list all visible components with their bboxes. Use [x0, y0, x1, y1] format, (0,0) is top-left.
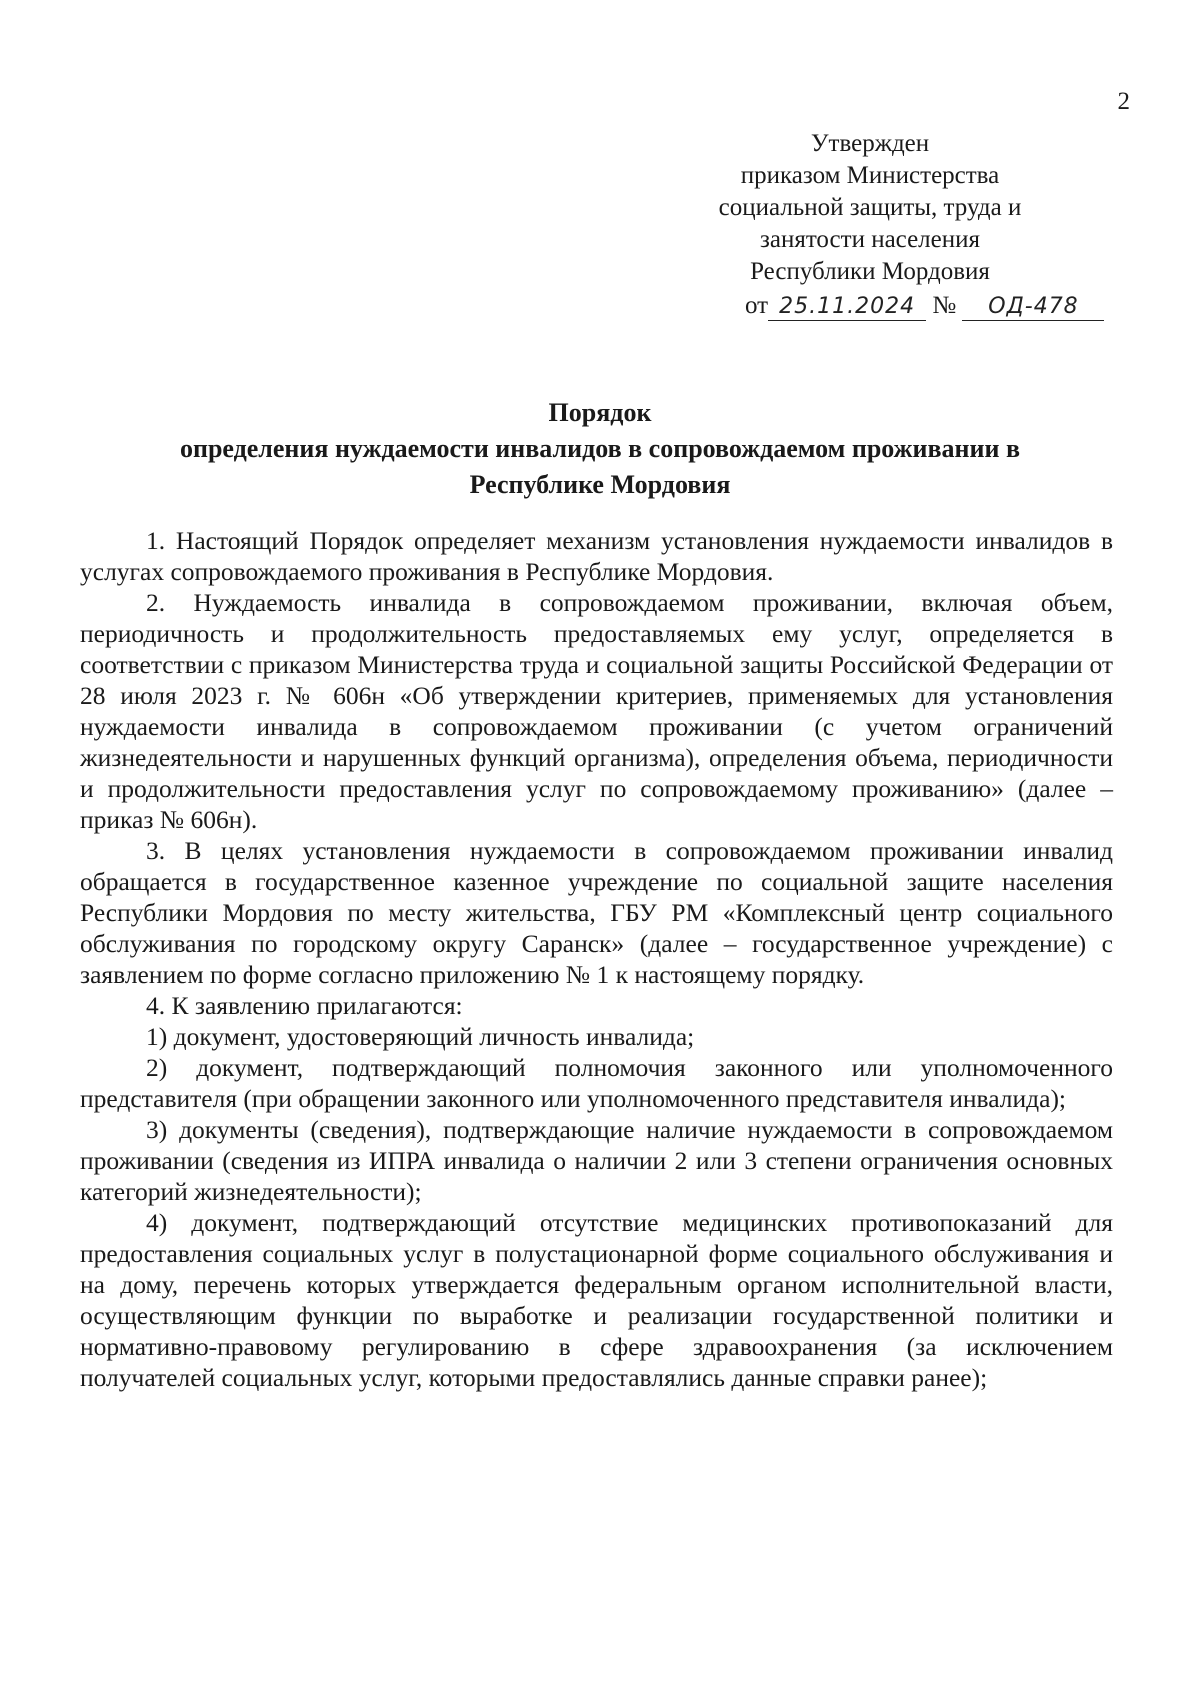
paragraph: 3) документы (сведения), подтверждающие наличие нуждаемости в сопровождаемом проживании (сведения из ИПРА инвалида о наличии 2 или 3 степени ограничения основных категорий жизнедеятельности);: [80, 1115, 1113, 1206]
paragraph: 4. К заявлению прилагаются:: [146, 991, 463, 1020]
approval-date-line: [745, 290, 1125, 322]
title-line: Порядок: [548, 398, 652, 427]
approval-line: Утвержден: [810, 130, 930, 157]
handwritten-number: ОД-478: [962, 294, 1104, 321]
paragraph: 2. Нуждаемость инвалида в сопровождаемом проживании, включая объем, периодичность и продолжительность предоставляемых ему услуг, определяется в соответствии с приказом Министерства труда и социальной защиты Российской Федерации от 28 июля 2023 г. № 606н «Об утверждении критериев, применяемых для установления нуждаемости инвалида в сопровождаемом проживании (с учетом ограничений жизнедеятельности и нарушенных функций организма), определения объема, периодичности и продолжительности предоставления услуг по сопровождаемому проживанию» (далее – приказ № 606н).: [80, 588, 1113, 834]
title-line: определения нуждаемости инвалидов в сопровождаемом проживании в: [179, 434, 1021, 463]
approval-line: Республики Мордовия: [750, 258, 990, 285]
page-number: 2: [1117, 88, 1130, 115]
document-title: [80, 395, 1120, 503]
date-prefix: от: [745, 292, 769, 319]
paragraph: 4) документ, подтверждающий отсутствие медицинских противопоказаний для предоставления социальных услуг в полустационарной форме социального обслуживания и на дому, перечень которых утверждается федеральным органом исполнительной власти, осуществляющим функции по выработке и реализации государственной политики и нормативно-правовому регулированию в сфере здравоохранения (за исключением получателей социальных услуг, которыми предоставлялись данные справки ранее);: [80, 1208, 1113, 1392]
approval-stamp: [695, 128, 1045, 288]
approval-line: приказом Министерства: [740, 162, 1000, 189]
paragraph: 3. В целях установления нуждаемости в сопровождаемом проживании инвалид обращается в государственное казенное учреждение по социальной защите населения Республики Мордовия по месту жительства, ГБУ РМ «Комплексный центр социального обслуживания по городскому округу Саранск» (далее – государственное учреждение) с заявлением по форме согласно приложению № 1 к настоящему порядку.: [80, 836, 1113, 989]
paragraph: 1) документ, удостоверяющий личность инвалида;: [146, 1022, 695, 1051]
approval-line: занятости населения: [759, 226, 981, 253]
document-body: [80, 525, 1113, 1393]
paragraph: 2) документ, подтверждающий полномочия законного или уполномоченного представителя (при обращении законного или уполномоченного представителя инвалида);: [80, 1053, 1113, 1113]
title-line: Республике Мордовия: [469, 470, 731, 499]
number-prefix: №: [932, 292, 957, 319]
paragraph: 1. Настоящий Порядок определяет механизм установления нуждаемости инвалидов в услугах сопровождаемого проживания в Республике Мордовия.: [80, 526, 1113, 586]
handwritten-date: 25.11.2024: [768, 294, 926, 321]
approval-line: социальной защиты, труда и: [718, 194, 1022, 221]
